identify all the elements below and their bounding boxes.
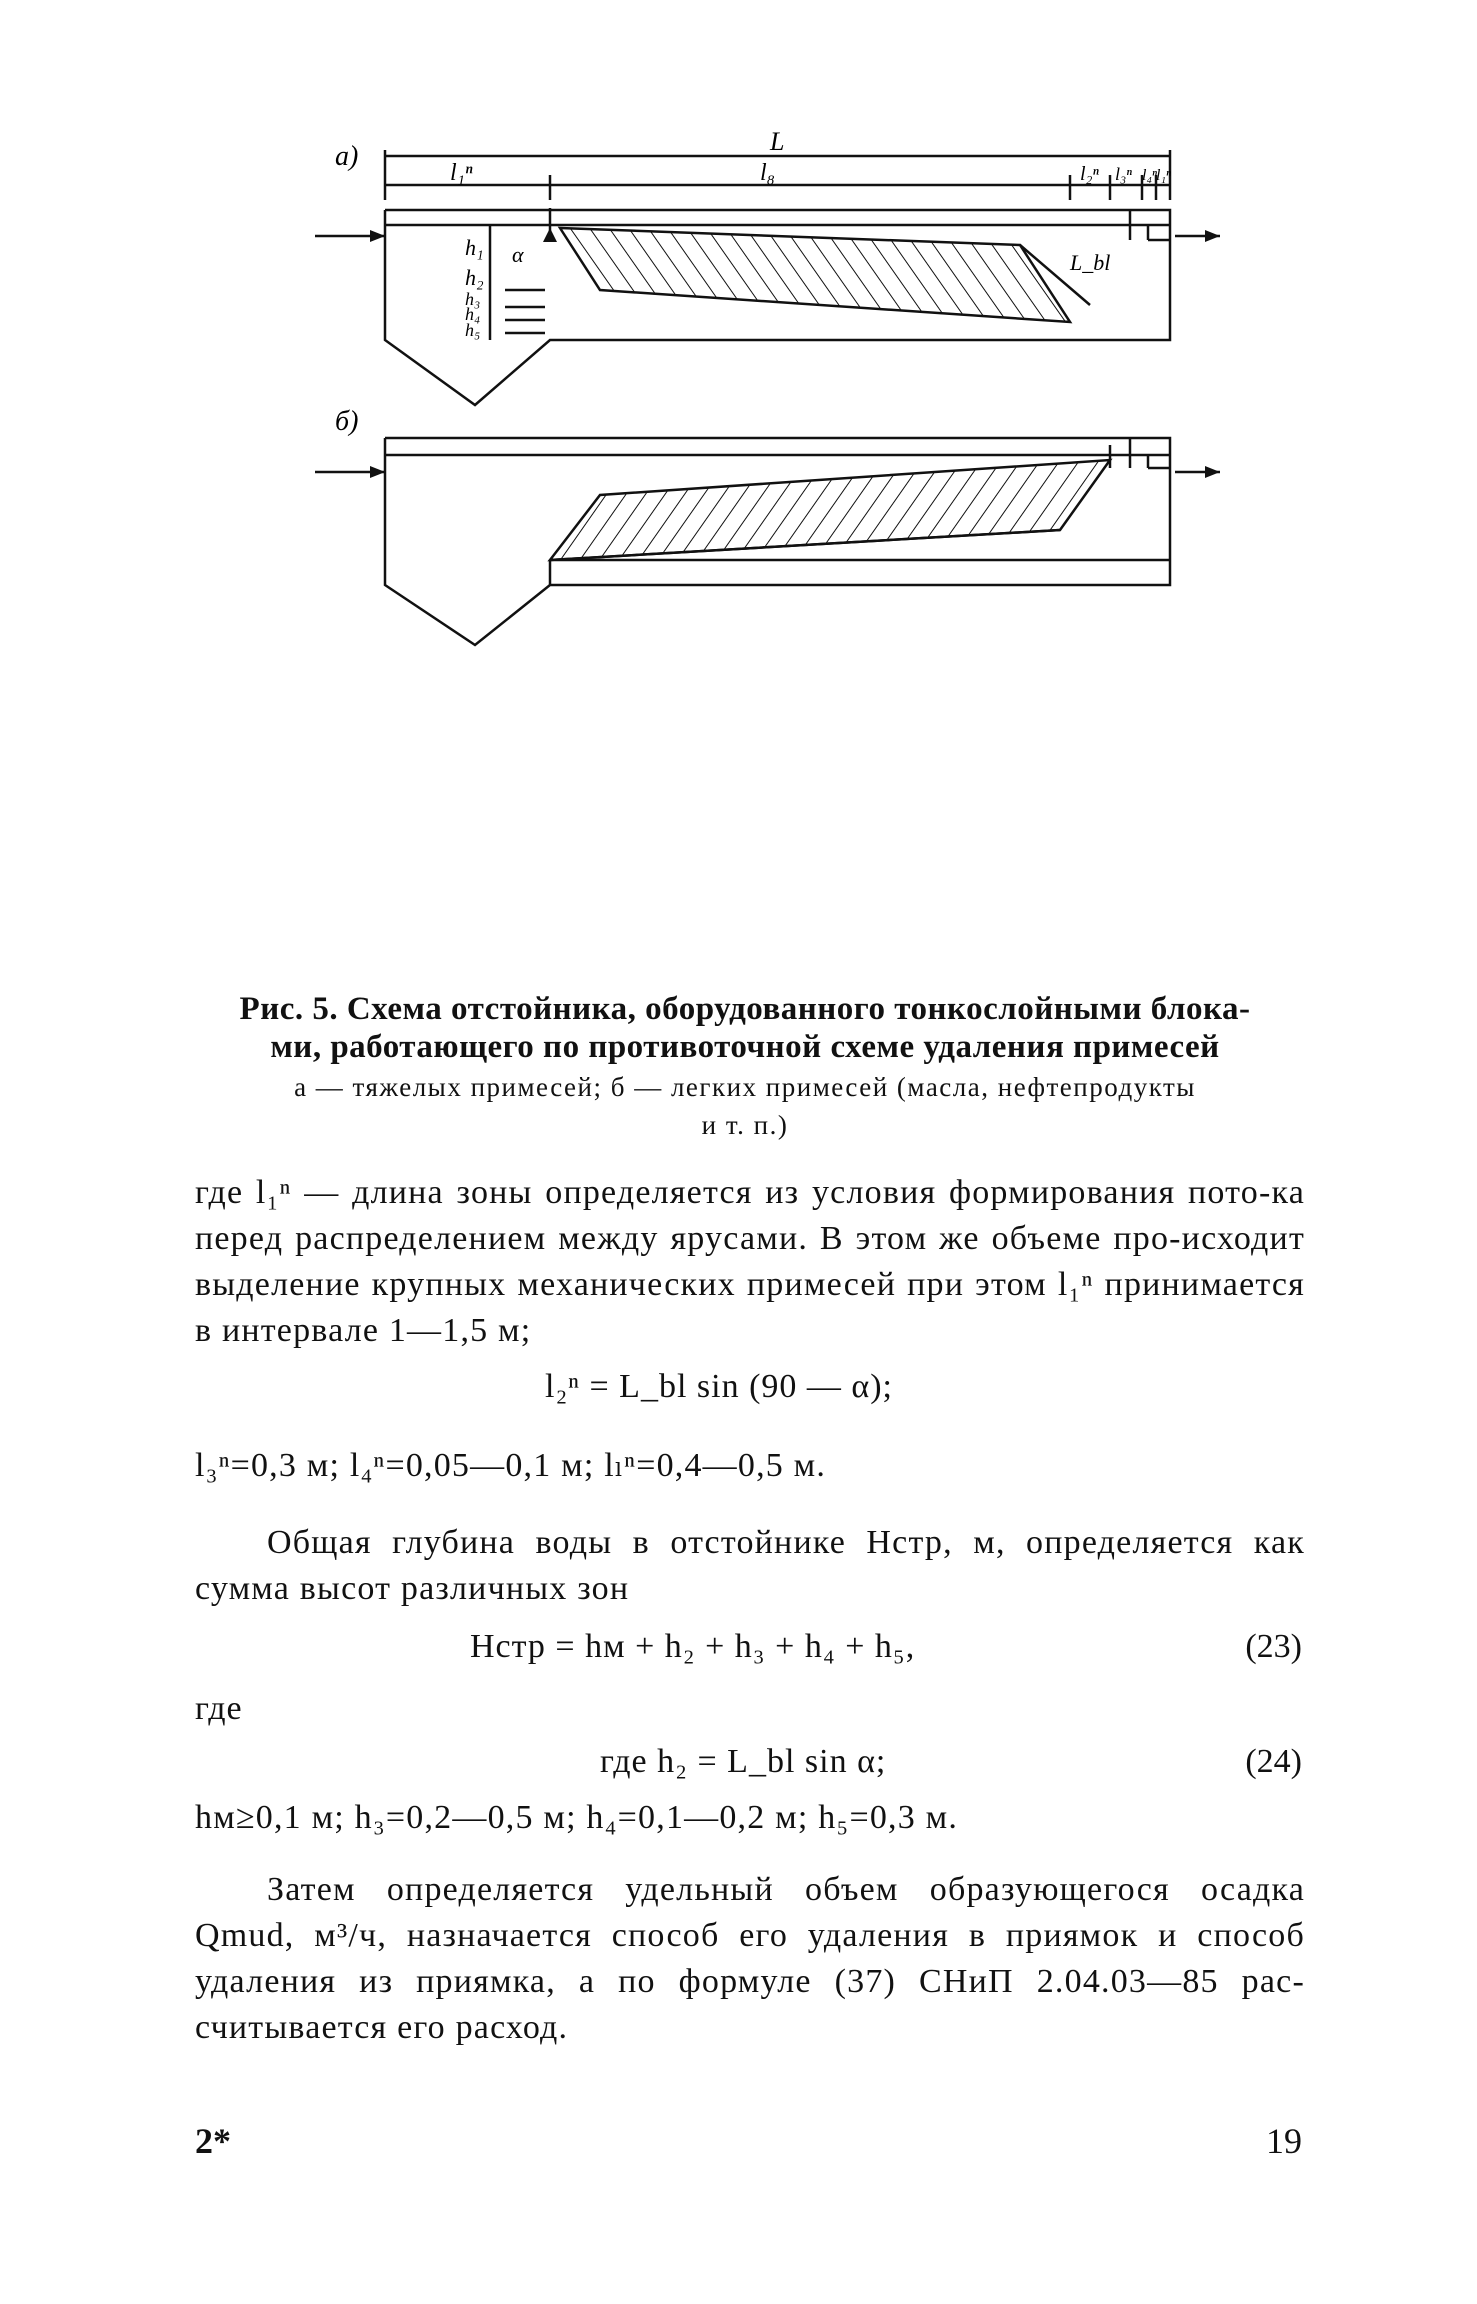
h3-label: h₃ [465, 289, 481, 309]
equation-l2: l₂ⁿ = L_bl sin (90 — α); [545, 1368, 893, 1405]
paragraph-3 [195, 1867, 1305, 2051]
paragraph-2 [195, 1520, 1305, 1612]
fig-label-b: б) [335, 406, 359, 437]
paragraph-1 [195, 1170, 1305, 1354]
caption-title-line2: ми, работающего по противоточной схеме удаления примесей [270, 1029, 1220, 1065]
para1-text: где l₁ⁿ — длина зоны определяется из условия формирования пото-ка перед распределением между ярусами. В этом же объеме про-исходит выделение крупных механических примесей при этом l₁ⁿ принимается в интервале 1—1,5 м; [195, 1174, 1305, 1349]
h4-label: h₄ [465, 304, 481, 324]
fig-label-a: а) [335, 141, 359, 172]
page-number: 19 [1266, 2121, 1302, 2161]
dim-l5: l₁ⁿ [1156, 167, 1172, 184]
settling-tank-figure [300, 127, 1220, 980]
equation-23-number: (23) [1245, 1628, 1302, 1665]
figure-caption [190, 990, 1300, 1142]
dim-l1: l₁ⁿ [450, 160, 473, 186]
equation-24: где h₂ = L_bl sin α; [600, 1743, 887, 1780]
h1-label: h₁ [465, 235, 484, 260]
l-values-text: l₃ⁿ=0,3 м; l₄ⁿ=0,05—0,1 м; lₗⁿ=0,4—0,5 м. [195, 1447, 827, 1484]
footer-signature-mark: 2* [195, 2121, 231, 2161]
para2-text: Общая глубина воды в отстойнике Hстр, м, определяется как сумма высот различных зон [195, 1524, 1305, 1607]
h2-label: h₂ [465, 265, 484, 290]
h-values-line [195, 1795, 1305, 1841]
settling-tank-diagram [300, 127, 1220, 980]
para3-text: Затем определяется удельный объем образующегося осадка Qmud, м³/ч, назначается способ его удаления в приямок и способ удаления из приямка, а по формуле (37) СНиП 2.04.03—85 рас-считывается его расход. [195, 1871, 1305, 2046]
dim-l4: l₄ⁿ [1142, 167, 1158, 184]
h-values-text: hм≥0,1 м; h₃=0,2—0,5 м; h₄=0,1—0,2 м; h₅=0,3 м. [195, 1799, 959, 1836]
dim-l2: l₂ⁿ [1080, 163, 1099, 185]
caption-sub-line2: и т. п.) [701, 1110, 789, 1140]
equation-24-number: (24) [1245, 1743, 1302, 1780]
dim-lg: l₈ [760, 160, 776, 186]
l-values-line [195, 1443, 1305, 1489]
caption-title-line1: Рис. 5. Схема отстойника, оборудованного тонкослойными блока- [239, 991, 1251, 1027]
equation-23: Hстр = hм + h₂ + h₃ + h₄ + h₅, [470, 1628, 916, 1665]
dim-l3: l₃ⁿ [1115, 164, 1132, 184]
h5-label: h₅ [465, 320, 481, 340]
dim-L: L [770, 127, 785, 156]
caption-sub-line1: а — тяжелых примесей; б — легких примесей (масла, нефтепродукты [294, 1072, 1196, 1102]
where-label: где [195, 1690, 243, 1727]
lbl-label: L_bl [1070, 250, 1111, 275]
alpha-label: α [512, 242, 524, 267]
